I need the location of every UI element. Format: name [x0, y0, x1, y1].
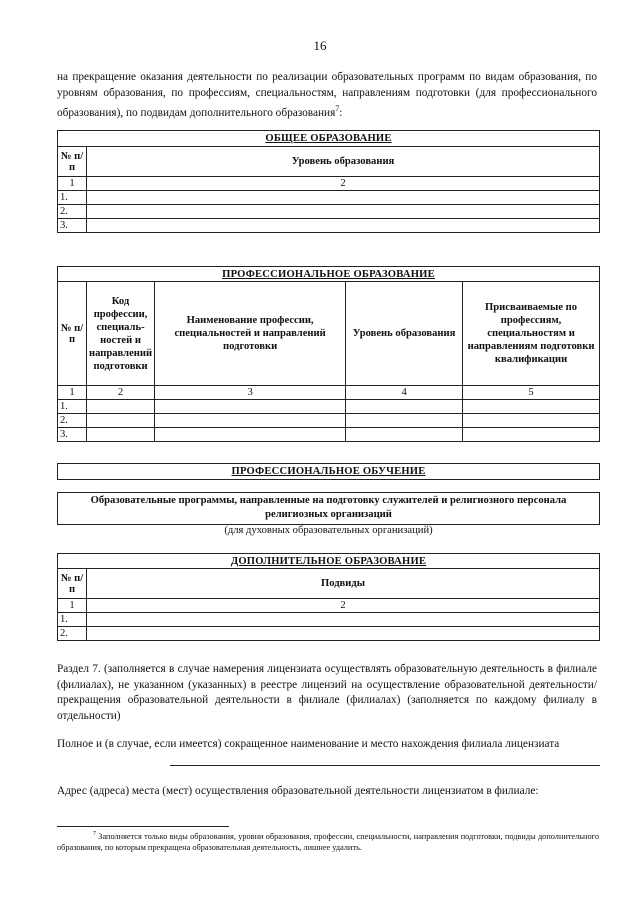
qualification-cell[interactable] — [463, 428, 600, 442]
footnote-mark: 7 — [335, 104, 340, 113]
page-number: 16 — [313, 38, 327, 53]
professional-education-table — [57, 266, 600, 442]
col-name: Наименование профессии, специальностей и направлений подготовки — [155, 282, 346, 386]
col-num: № п/п — [58, 147, 87, 177]
general-education-table — [57, 130, 600, 233]
subtype-cell[interactable] — [87, 627, 600, 641]
level-cell[interactable] — [346, 428, 463, 442]
row-number: 2. — [58, 627, 87, 641]
additional-education-table — [57, 553, 600, 641]
intro-end: : — [339, 106, 343, 119]
branch-name-field[interactable] — [170, 765, 600, 766]
footnote-text: Заполняется только виды образования, уровни образования, профессии, специальности, направления подготовки, подвиды дополнительного образования, по которым прекращена образовательная деятельность, лишнее удалить. — [57, 831, 599, 852]
col-code: Код профессии, специаль-ностей и направлений подготовки — [87, 282, 155, 386]
index-cell: 3 — [155, 386, 346, 400]
index-cell: 1 — [58, 386, 87, 400]
branch-name-label: Полное и (в случае, если имеется) сокращенное наименование и место нахождения филиала лицензиата — [57, 738, 560, 750]
index-cell: 1 — [58, 599, 87, 613]
code-cell[interactable] — [87, 400, 155, 414]
professional-education-title: ПРОФЕССИОНАЛЬНОЕ ОБРАЗОВАНИЕ — [58, 267, 600, 282]
level-cell[interactable] — [346, 400, 463, 414]
row-number: 2. — [58, 205, 87, 219]
footnote — [57, 829, 599, 853]
address-label: Адрес (адреса) места (мест) осуществления образовательной деятельности лицензиатом в филиале: — [57, 785, 539, 797]
col-num: № п/п — [58, 282, 87, 386]
index-cell: 5 — [463, 386, 600, 400]
row-number: 1. — [58, 613, 87, 627]
index-cell: 2 — [87, 177, 600, 191]
row-number: 2. — [58, 414, 87, 428]
professional-training-title: ПРОФЕССИОНАЛЬНОЕ ОБУЧЕНИЕ — [57, 463, 600, 480]
subtype-cell[interactable] — [87, 613, 600, 627]
intro-text: на прекращение оказания деятельности по реализации образовательных программ по видам образования, по уровням образования, по профессиям, специальностям, направлениям подготовки (для профессионального образования), по подвидам дополнительного образования — [57, 71, 597, 119]
general-education-title: ОБЩЕЕ ОБРАЗОВАНИЕ — [58, 131, 600, 147]
name-cell[interactable] — [155, 428, 346, 442]
footnote-separator — [57, 826, 229, 827]
name-cell[interactable] — [155, 400, 346, 414]
name-cell[interactable] — [155, 414, 346, 428]
col-subtypes: Подвиды — [87, 569, 600, 599]
row-number: 3. — [58, 428, 87, 442]
additional-education-title: ДОПОЛНИТЕЛЬНОЕ ОБРАЗОВАНИЕ — [58, 554, 600, 569]
index-cell: 2 — [87, 386, 155, 400]
religious-caption: (для духовных образовательных организаций) — [224, 525, 433, 536]
row-number: 3. — [58, 219, 87, 233]
index-cell: 1 — [58, 177, 87, 191]
col-level: Уровень образования — [87, 147, 600, 177]
level-cell[interactable] — [87, 191, 600, 205]
qualification-cell[interactable] — [463, 414, 600, 428]
index-cell: 4 — [346, 386, 463, 400]
religious-programs-box: Образовательные программы, направленные на подготовку служителей и религиозного персонала религиозных организаций — [57, 492, 600, 525]
footnote-number: 7 — [93, 831, 96, 837]
level-cell[interactable] — [87, 219, 600, 233]
code-cell[interactable] — [87, 414, 155, 428]
row-number: 1. — [58, 400, 87, 414]
qualification-cell[interactable] — [463, 400, 600, 414]
level-cell[interactable] — [346, 414, 463, 428]
index-cell: 2 — [87, 599, 600, 613]
intro-paragraph — [57, 70, 597, 121]
row-number: 1. — [58, 191, 87, 205]
col-qualification: Присваиваемые по профессиям, специальностям и направлениям подготовки квалификации — [463, 282, 600, 386]
code-cell[interactable] — [87, 428, 155, 442]
level-cell[interactable] — [87, 205, 600, 219]
col-level: Уровень образования — [346, 282, 463, 386]
section-7-text: Раздел 7. (заполняется в случае намерения лицензиата осуществлять образовательную деятельность в филиале (филиалах), не указанном (указанных) в реестре лицензий на осуществление образовательной деятельности/прекращения образовательной деятельности в филиале (филиалах) (заполняется по каждому филиалу в отдельности) — [57, 663, 597, 722]
col-num: № п/п — [58, 569, 87, 599]
